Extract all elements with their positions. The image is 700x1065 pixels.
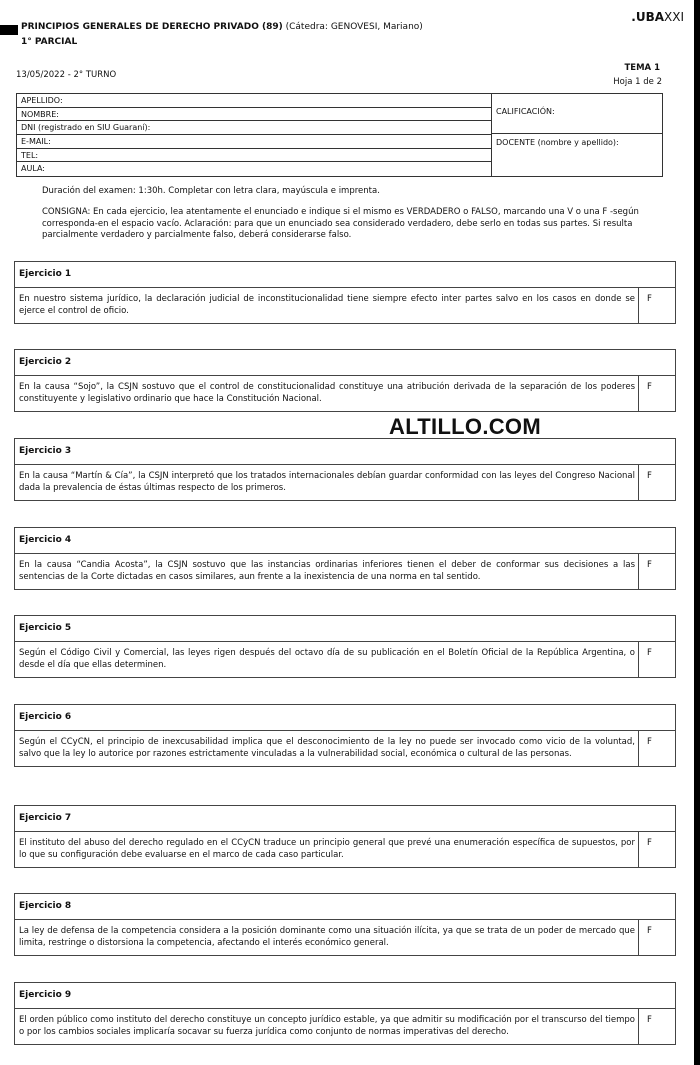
exercise-title: Ejercicio 6	[15, 705, 675, 731]
exercise-title: Ejercicio 9	[15, 983, 675, 1009]
apellido-field[interactable]: APELLIDO:	[17, 94, 491, 108]
header-mark	[0, 25, 18, 35]
exercise-statement: El orden público como instituto del derecho constituye un concepto jurídico estable, ya que admitir su modificación por el transcurso del tiempo o por los cambios sociales implicaría socavar su fuerza jurídica como conjunto de normas imperativas del derecho.	[15, 1009, 639, 1044]
page-number: Hoja 1 de 2	[613, 77, 662, 87]
exercise-title: Ejercicio 4	[15, 528, 675, 554]
docente-field[interactable]: DOCENTE (nombre y apellido):	[496, 138, 619, 147]
tema-label: TEMA 1	[624, 63, 660, 73]
answer-box[interactable]: F	[647, 560, 652, 570]
answer-box[interactable]: F	[647, 838, 652, 848]
exercise-statement: El instituto del abuso del derecho regulado en el CCyCN traduce un principio general que prevé una enumeración específica de supuestos, por lo que su configuración debe evaluarse en el marco de cada caso particular.	[15, 832, 639, 867]
answer-box[interactable]: F	[647, 926, 652, 936]
exercise-title: Ejercicio 8	[15, 894, 675, 920]
exercise-title: Ejercicio 3	[15, 439, 675, 465]
calificacion-field[interactable]: CALIFICACIÓN:	[491, 94, 662, 134]
tel-field[interactable]: TEL:	[17, 149, 491, 163]
exercise-statement: En la causa “Candia Acosta”, la CSJN sostuvo que las instancias ordinarias inferiores tienen el deber de conformar sus decisiones a las sentencias de la Corte dictadas en casos similares, aun frente a la inexistencia de una norma en tal sentido.	[15, 554, 639, 589]
exercise-title: Ejercicio 1	[15, 262, 675, 288]
logo-xxi: XXI	[664, 10, 684, 24]
uba-logo	[631, 10, 684, 24]
course-chair: (Cátedra: GENOVESI, Mariano)	[282, 22, 423, 32]
exercise-title: Ejercicio 2	[15, 350, 675, 376]
exercise-statement: En nuestro sistema jurídico, la declaración judicial de inconstitucionalidad tiene siempre efecto inter partes salvo en los casos en donde se ejerce el control de oficio.	[15, 288, 639, 323]
answer-box[interactable]: F	[647, 648, 652, 658]
grading-fields	[491, 94, 662, 176]
exercise-3	[14, 438, 676, 501]
logo-uba: .UBA	[631, 10, 665, 24]
answer-box[interactable]: F	[647, 471, 652, 481]
nombre-field[interactable]: NOMBRE:	[17, 108, 491, 122]
answer-box[interactable]: F	[647, 737, 652, 747]
student-id-table	[16, 93, 663, 177]
exercise-5	[14, 615, 676, 678]
exam-name: 1° PARCIAL	[21, 37, 78, 47]
exam-date: 13/05/2022 - 2° TURNO	[16, 70, 117, 80]
exercise-8	[14, 893, 676, 956]
exercise-9	[14, 982, 676, 1045]
course-title	[21, 22, 423, 32]
exercise-statement: En la causa “Martín & Cía”, la CSJN interpretó que los tratados internacionales debían guardar conformidad con las leyes del Congreso Nacional dada la prevalencia de éstas últimas respecto de los primeros.	[15, 465, 639, 500]
exercise-7	[14, 805, 676, 868]
answer-box[interactable]: F	[647, 294, 652, 304]
exam-instructions: CONSIGNA: En cada ejercicio, lea atentamente el enunciado e indique si el mismo es VERDADERO o FALSO, marcando una V o una F -según corresponda-en el espacio vacío. Aclaración: para que un enunciado sea considerado verdadero, debe serlo en todas sus partes. Si resulta parcialmente verdadero y parcialmente falso, deberá considerarse falso.	[42, 207, 639, 240]
exercise-statement: En la causa “Sojo”, la CSJN sostuvo que el control de constitucionalidad constituye una atribución derivada de la separación de los poderes constituyente y legislativo ordinario que hace la Constitución Nacional.	[15, 376, 639, 411]
exercise-title: Ejercicio 7	[15, 806, 675, 832]
exercise-statement: La ley de defensa de la competencia considera a la posición dominante como una situación ilícita, ya que se trata de un poder de mercado que limita, restringe o distorsiona la competencia, afectando el interés económico general.	[15, 920, 639, 955]
exercise-statement: Según el CCyCN, el principio de inexcusabilidad implica que el desconocimiento de la ley no puede ser invocado como vicio de la voluntad, salvo que la ley lo autorice por razones estrictamente vinculadas a la vulnerabilidad social, económica o cultural de las personas.	[15, 731, 639, 766]
exercise-title: Ejercicio 5	[15, 616, 675, 642]
exam-duration: Duración del examen: 1:30h. Completar con letra clara, mayúscula e imprenta.	[42, 186, 380, 196]
dni-field[interactable]: DNI (registrado en SIU Guaraní):	[17, 121, 491, 135]
exercise-4	[14, 527, 676, 590]
answer-box[interactable]: F	[647, 382, 652, 392]
answer-box[interactable]: F	[647, 1015, 652, 1025]
altillo-watermark: ALTILLO.COM	[389, 414, 541, 439]
exercise-6	[14, 704, 676, 767]
course-name: PRINCIPIOS GENERALES DE DERECHO PRIVADO (89)	[21, 22, 283, 32]
aula-field[interactable]: AULA:	[21, 164, 45, 174]
email-field[interactable]: E-MAIL:	[17, 135, 491, 149]
exercise-2	[14, 349, 676, 412]
exercise-1	[14, 261, 676, 324]
exercise-statement: Según el Código Civil y Comercial, las leyes rigen después del octavo día de su publicación en el Boletín Oficial de la República Argentina, o desde el día que ellas determinen.	[15, 642, 639, 677]
student-fields	[17, 94, 492, 176]
right-edge-bar	[694, 0, 700, 1065]
